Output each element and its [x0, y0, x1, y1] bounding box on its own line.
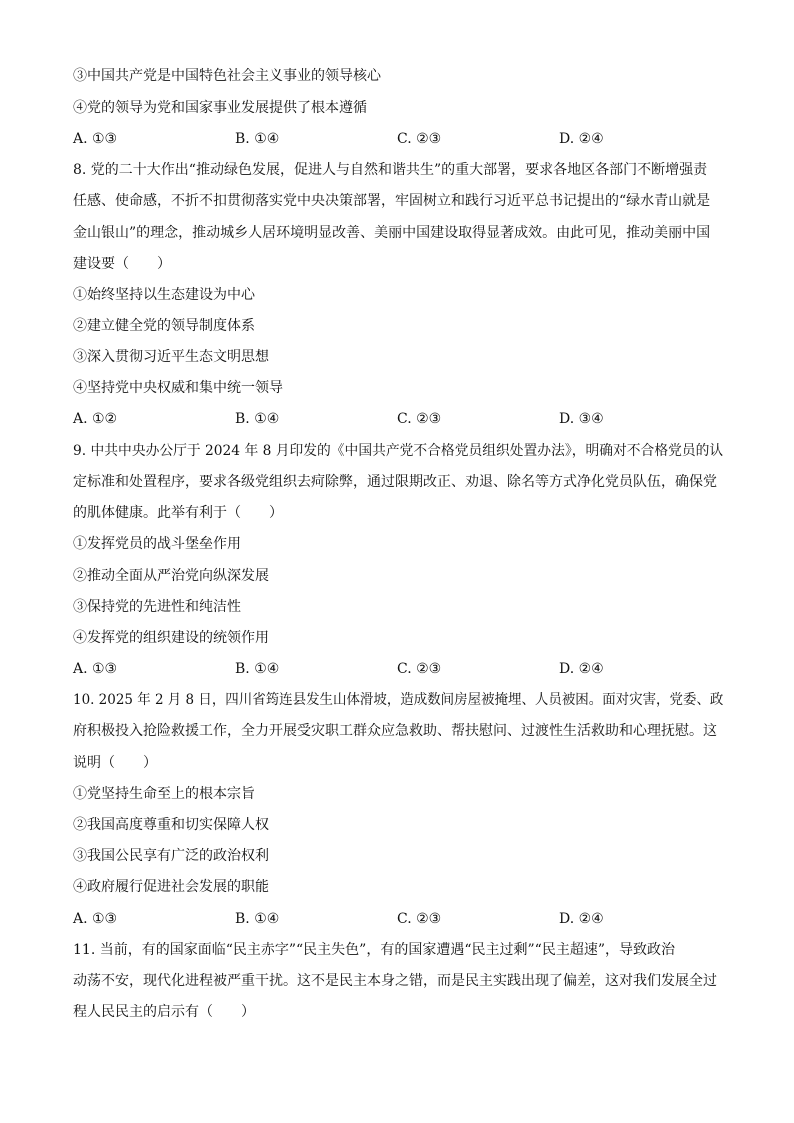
q7-option-c: C. ②③ [397, 131, 442, 147]
q9-option-b: B. ①④ [235, 661, 280, 677]
q8-options [73, 409, 723, 429]
q10-statement-4: ④政府履行促进社会发展的职能 [73, 879, 269, 895]
q8-stem-line-2: 任感、使命感，不折不扣贯彻落实党中央决策部署，牢固树立和践行习近平总书记提出的“绿水青山就是 [73, 193, 711, 209]
q10-statement-2: ②我国高度尊重和切实保障人权 [73, 817, 269, 833]
q8-statement-3: ③深入贯彻习近平生态文明思想 [73, 349, 269, 365]
q10-options [73, 909, 723, 929]
q7-option-b: B. ①④ [235, 131, 280, 147]
q8-statement-2: ②建立健全党的领导制度体系 [73, 318, 255, 334]
q7-option-d: D. ②④ [559, 131, 604, 147]
q7-option-a: A. ①③ [73, 131, 118, 147]
q10-option-b: B. ①④ [235, 911, 280, 927]
q9-stem-line-3: 的肌体健康。此举有利于（ ） [73, 505, 283, 521]
q10-statement-3: ③我国公民享有广泛的政治权利 [73, 848, 269, 864]
q7-statement-4: ④党的领导为党和国家事业发展提供了根本遵循 [73, 100, 367, 116]
q8-stem-line-3: 金山银山”的理念，推动城乡人居环境明显改善、美丽中国建设取得显著成效。由此可见，推动美丽中国 [73, 225, 711, 241]
q10-stem-line-1: 10. 2025 年 2 月 8 日，四川省筠连县发生山体滑坡，造成数间房屋被掩埋、人员被困。面对灾害，党委、政 [73, 692, 724, 708]
q8-option-c: C. ②③ [397, 411, 442, 427]
q9-options [73, 659, 723, 679]
q10-option-d: D. ②④ [559, 911, 604, 927]
q11-stem-line-1: 11. 当前，有的国家面临“民主赤字”“民主失色”，有的国家遭遇“民主过剩”“民主超速”，导致政治 [73, 942, 675, 958]
q7-statement-3: ③中国共产党是中国特色社会主义事业的领导核心 [73, 68, 381, 84]
q10-stem-line-3: 说明（ ） [73, 755, 157, 771]
q9-option-c: C. ②③ [397, 661, 442, 677]
q8-stem-line-1: 8. 党的二十大作出“推动绿色发展，促进人与自然和谐共生”的重大部署，要求各地区各部门不断增强责 [73, 162, 708, 178]
q9-statement-4: ④发挥党的组织建设的统领作用 [73, 630, 269, 646]
q9-stem-line-2: 定标准和处置程序，要求各级党组织去疴除弊，通过限期改正、劝退、除名等方式净化党员队伍，确保党 [73, 474, 717, 490]
q8-stem-line-4: 建设要（ ） [73, 256, 171, 272]
q8-option-a: A. ①② [73, 411, 118, 427]
q10-option-a: A. ①③ [73, 911, 118, 927]
q8-option-b: B. ①④ [235, 411, 280, 427]
q9-stem-line-1: 9. 中共中央办公厅于 2024 年 8 月印发的《中国共产党不合格党员组织处置办法》，明确对不合格党员的认 [73, 443, 724, 459]
q10-statement-1: ①党坚持生命至上的根本宗旨 [73, 786, 255, 802]
q7-options [73, 129, 723, 149]
q11-stem-line-3: 程人民民主的启示有（ ） [73, 1004, 255, 1020]
q10-option-c: C. ②③ [397, 911, 442, 927]
q8-statement-4: ④坚持党中央权威和集中统一领导 [73, 380, 283, 396]
q9-statement-1: ①发挥党员的战斗堡垒作用 [73, 536, 241, 552]
q11-stem-line-2: 动荡不安，现代化进程被严重干扰。这不是民主本身之错，而是民主实践出现了偏差，这对我们发展全过 [73, 973, 717, 989]
q8-statement-1: ①始终坚持以生态建设为中心 [73, 287, 255, 303]
q9-option-a: A. ①③ [73, 661, 118, 677]
q9-option-d: D. ②④ [559, 661, 604, 677]
q9-statement-2: ②推动全面从严治党向纵深发展 [73, 568, 269, 584]
q9-statement-3: ③保持党的先进性和纯洁性 [73, 599, 241, 615]
q10-stem-line-2: 府积极投入抢险救援工作，全力开展受灾职工群众应急救助、帮扶慰问、过渡性生活救助和心理抚慰。这 [73, 723, 717, 739]
q8-option-d: D. ③④ [559, 411, 604, 427]
